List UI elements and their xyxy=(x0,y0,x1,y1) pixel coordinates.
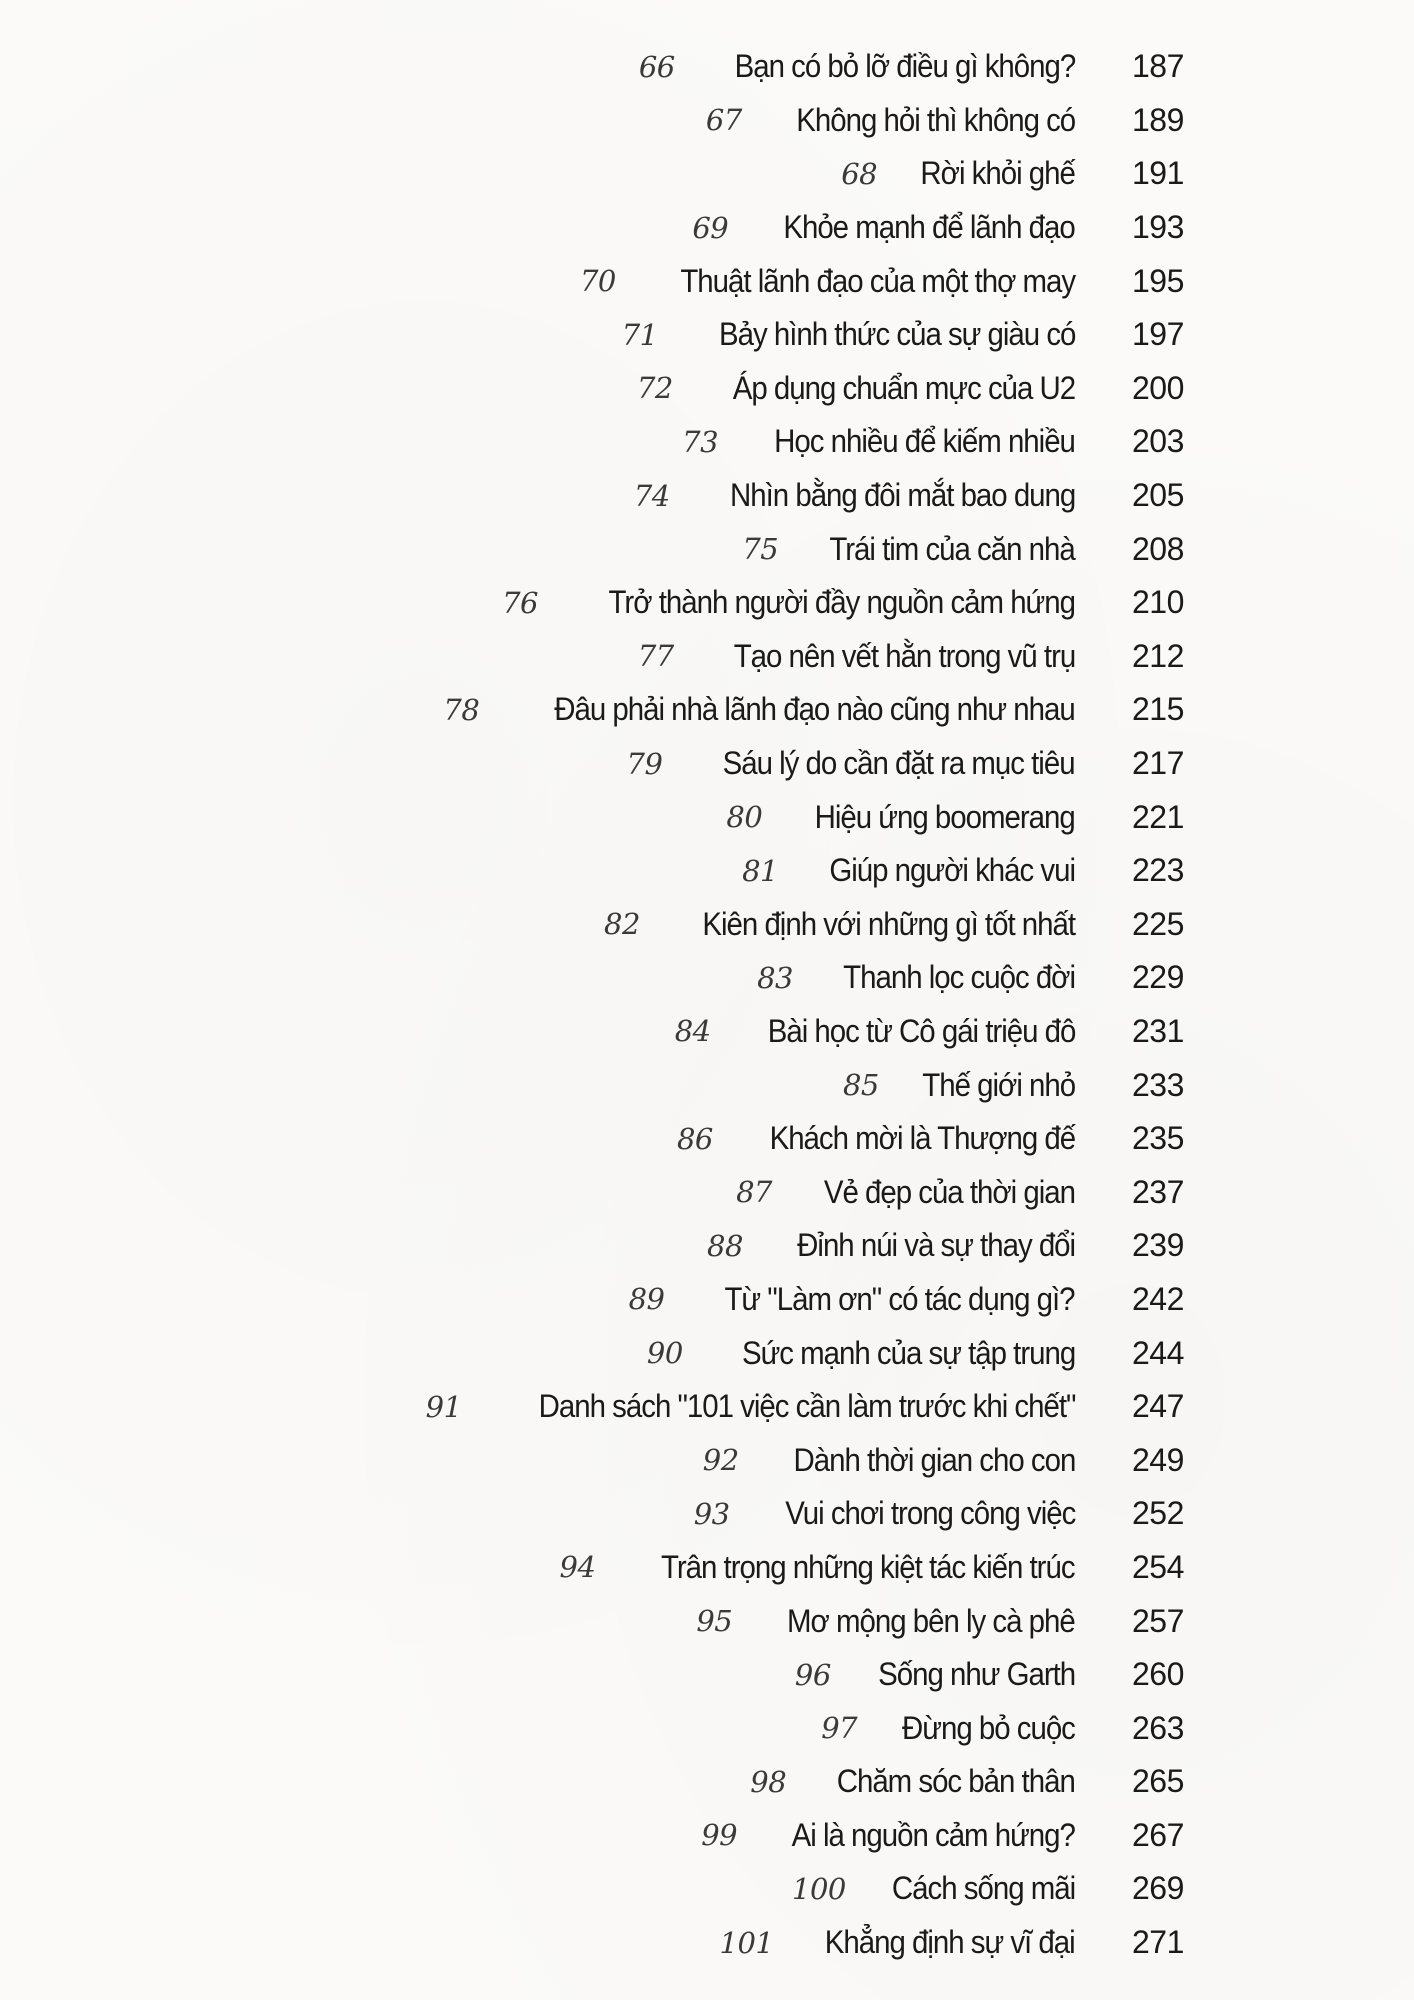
toc-entry xyxy=(0,201,1414,255)
page-number: 265 xyxy=(1132,1763,1184,1800)
chapter-number: 93 xyxy=(693,1496,730,1531)
toc-title-group xyxy=(696,1594,1075,1648)
toc-entry xyxy=(0,1755,1414,1809)
chapter-title: Sống như Garth xyxy=(877,1656,1075,1693)
chapter-title: Đừng bỏ cuộc xyxy=(902,1709,1075,1746)
toc-entry xyxy=(0,147,1414,201)
toc-entry xyxy=(0,1701,1414,1755)
toc-title-group xyxy=(742,522,1075,576)
chapter-number: 97 xyxy=(821,1711,858,1746)
chapter-title: Học nhiều để kiếm nhiều xyxy=(774,423,1075,460)
chapter-title: Đâu phải nhà lãnh đạo nào cũng như nhau xyxy=(554,691,1075,728)
chapter-title: Nhìn bằng đôi mắt bao dung xyxy=(729,477,1075,514)
page-number: 237 xyxy=(1132,1173,1184,1210)
chapter-title: Cách sống mãi xyxy=(891,1870,1075,1907)
chapter-title: Ai là nguồn cảm hứng? xyxy=(791,1816,1075,1853)
toc-title-group xyxy=(792,1862,1075,1916)
page-number: 205 xyxy=(1132,477,1184,514)
chapter-title: Giúp người khác vui xyxy=(829,852,1075,889)
page-number: 195 xyxy=(1132,262,1184,299)
chapter-number: 90 xyxy=(646,1336,683,1371)
toc-entry xyxy=(0,790,1414,844)
page-number: 187 xyxy=(1132,48,1184,85)
chapter-number: 86 xyxy=(676,1121,713,1156)
toc-title-group xyxy=(742,844,1075,898)
chapter-number: 96 xyxy=(794,1657,831,1692)
chapter-number: 75 xyxy=(742,532,779,567)
toc-title-group xyxy=(706,94,1075,148)
toc-entry xyxy=(0,1648,1414,1702)
toc-title-group xyxy=(703,1433,1075,1487)
toc-entry xyxy=(0,1433,1414,1487)
toc-title-group xyxy=(604,898,1075,952)
toc-entry xyxy=(0,1487,1414,1541)
chapter-number: 89 xyxy=(628,1282,665,1317)
page-number: 223 xyxy=(1132,852,1184,889)
page-number: 208 xyxy=(1132,530,1184,567)
chapter-title: Mơ mộng bên ly cà phê xyxy=(787,1602,1075,1639)
chapter-number: 69 xyxy=(692,210,729,245)
chapter-number: 84 xyxy=(674,1014,711,1049)
toc-entry xyxy=(0,522,1414,576)
chapter-number: 81 xyxy=(742,853,779,888)
chapter-number: 91 xyxy=(425,1389,462,1424)
toc-title-group xyxy=(682,415,1075,469)
chapter-title: Vui chơi trong công việc xyxy=(784,1495,1075,1532)
chapter-title: Thế giới nhỏ xyxy=(922,1066,1075,1103)
chapter-number: 85 xyxy=(842,1068,879,1103)
page-number: 247 xyxy=(1132,1388,1184,1425)
chapter-title: Không hỏi thì không có xyxy=(796,101,1075,138)
chapter-title: Thanh lọc cuộc đời xyxy=(843,959,1075,996)
chapter-title: Khỏe mạnh để lãnh đạo xyxy=(783,209,1075,246)
toc-entry xyxy=(0,254,1414,308)
toc-entry xyxy=(0,1112,1414,1166)
toc-entry xyxy=(0,630,1414,684)
page-number: 197 xyxy=(1132,316,1184,353)
chapter-title: Tạo nên vết hằn trong vũ trụ xyxy=(733,637,1075,674)
toc-title-group xyxy=(629,1273,1075,1327)
toc-title-group xyxy=(707,1219,1075,1273)
page-number: 239 xyxy=(1132,1227,1184,1264)
page-number: 244 xyxy=(1132,1334,1184,1371)
page-number: 263 xyxy=(1132,1709,1184,1746)
chapter-title: Hiệu ứng boomerang xyxy=(814,798,1075,835)
chapter-number: 82 xyxy=(604,907,640,942)
toc-entry xyxy=(0,1005,1414,1059)
toc-title-group xyxy=(757,951,1075,1005)
chapter-number: 95 xyxy=(696,1604,733,1639)
page-number: 242 xyxy=(1132,1280,1184,1317)
toc-entry xyxy=(0,737,1414,791)
toc-title-group xyxy=(694,1487,1075,1541)
chapter-number: 73 xyxy=(682,424,719,459)
chapter-number: 68 xyxy=(841,156,878,191)
toc-title-group xyxy=(502,576,1075,630)
toc-entry xyxy=(0,898,1414,952)
chapter-title: Vẻ đẹp của thời gian xyxy=(823,1173,1075,1210)
page-number: 271 xyxy=(1132,1924,1184,1961)
table-of-contents xyxy=(0,40,1414,1969)
chapter-number: 71 xyxy=(621,317,658,352)
chapter-number: 100 xyxy=(792,1871,846,1906)
page-number: 229 xyxy=(1132,959,1184,996)
page-number: 212 xyxy=(1132,637,1184,674)
chapter-title: Sức mạnh của sự tập trung xyxy=(741,1334,1075,1371)
toc-entry xyxy=(0,576,1414,630)
page-number: 252 xyxy=(1132,1495,1184,1532)
chapter-title: Thuật lãnh đạo của một thợ may xyxy=(680,262,1075,299)
page-number: 260 xyxy=(1132,1656,1184,1693)
toc-title-group xyxy=(720,1916,1075,1970)
page-number: 254 xyxy=(1132,1548,1184,1585)
toc-title-group xyxy=(843,1058,1075,1112)
chapter-title: Kiên định với những gì tốt nhất xyxy=(702,905,1075,942)
toc-entry xyxy=(0,1273,1414,1327)
chapter-number: 67 xyxy=(705,103,742,138)
toc-title-group xyxy=(841,147,1075,201)
chapter-number: 78 xyxy=(443,692,480,727)
chapter-number: 88 xyxy=(707,1228,743,1263)
toc-entry xyxy=(0,469,1414,523)
toc-entry xyxy=(0,951,1414,1005)
page-number: 233 xyxy=(1132,1066,1184,1103)
chapter-number: 92 xyxy=(702,1443,739,1478)
chapter-number: 77 xyxy=(637,639,674,674)
toc-title-group xyxy=(580,254,1075,308)
toc-title-group xyxy=(677,1112,1075,1166)
toc-title-group xyxy=(701,1809,1075,1863)
toc-entry xyxy=(0,415,1414,469)
page-number: 269 xyxy=(1132,1870,1184,1907)
chapter-number: 87 xyxy=(736,1175,773,1210)
page-number: 221 xyxy=(1132,798,1184,835)
chapter-title: Trở thành người đầy nguồn cảm hứng xyxy=(608,584,1075,621)
page-number: 257 xyxy=(1132,1602,1184,1639)
toc-title-group xyxy=(426,1380,1075,1434)
page-number: 249 xyxy=(1132,1441,1184,1478)
toc-title-group xyxy=(692,201,1075,255)
toc-title-group xyxy=(639,40,1075,94)
page-number: 200 xyxy=(1132,369,1184,406)
chapter-number: 79 xyxy=(626,746,663,781)
chapter-title: Chăm sóc bản thân xyxy=(836,1763,1075,1800)
toc-entry xyxy=(0,1326,1414,1380)
toc-title-group xyxy=(560,1541,1075,1595)
page-number: 189 xyxy=(1132,101,1184,138)
chapter-number: 76 xyxy=(502,585,539,620)
toc-entry xyxy=(0,1380,1414,1434)
toc-entry xyxy=(0,362,1414,416)
chapter-number: 101 xyxy=(719,1925,774,1960)
toc-entry xyxy=(0,683,1414,737)
chapter-number: 70 xyxy=(579,264,616,299)
chapter-title: Bài học từ Cô gái triệu đô xyxy=(767,1012,1075,1049)
chapter-title: Sáu lý do cần đặt ra mục tiêu xyxy=(723,745,1075,782)
chapter-title: Đỉnh núi và sự thay đổi xyxy=(797,1227,1075,1264)
chapter-number: 99 xyxy=(701,1818,738,1853)
toc-title-group xyxy=(821,1701,1075,1755)
toc-entry xyxy=(0,1541,1414,1595)
toc-title-group xyxy=(647,1326,1075,1380)
page-number: 225 xyxy=(1132,905,1184,942)
toc-entry xyxy=(0,844,1414,898)
chapter-title: Trân trọng những kiệt tác kiến trúc xyxy=(661,1548,1075,1585)
chapter-title: Danh sách "101 việc cần làm trước khi chết" xyxy=(538,1388,1075,1425)
toc-entry xyxy=(0,308,1414,362)
chapter-title: Bạn có bỏ lỡ điều gì không? xyxy=(734,48,1075,85)
page-number: 210 xyxy=(1132,584,1184,621)
toc-title-group xyxy=(637,362,1075,416)
toc-entry xyxy=(0,1165,1414,1219)
chapter-title: Khách mời là Thượng đế xyxy=(769,1120,1075,1157)
toc-title-group xyxy=(443,683,1075,737)
page-number: 267 xyxy=(1132,1816,1184,1853)
page-number: 235 xyxy=(1132,1120,1184,1157)
chapter-title: Áp dụng chuẩn mực của U2 xyxy=(732,369,1075,406)
chapter-number: 72 xyxy=(636,371,673,406)
toc-title-group xyxy=(736,1165,1075,1219)
toc-title-group xyxy=(750,1755,1075,1809)
toc-entry xyxy=(0,1058,1414,1112)
toc-entry xyxy=(0,1916,1414,1970)
toc-title-group xyxy=(627,737,1075,791)
toc-entry xyxy=(0,1219,1414,1273)
chapter-number: 80 xyxy=(726,800,763,835)
chapter-title: Từ "Làm ơn" có tác dụng gì? xyxy=(724,1280,1075,1317)
page-number: 191 xyxy=(1132,155,1184,192)
page-number: 231 xyxy=(1132,1012,1184,1049)
chapter-title: Khẳng định sự vĩ đại xyxy=(825,1924,1075,1961)
chapter-title: Dành thời gian cho con xyxy=(793,1441,1075,1478)
page-number: 215 xyxy=(1132,691,1184,728)
chapter-number: 83 xyxy=(757,960,793,995)
toc-title-group xyxy=(622,308,1075,362)
toc-title-group xyxy=(675,1005,1075,1059)
toc-title-group xyxy=(726,790,1075,844)
page-number: 203 xyxy=(1132,423,1184,460)
page-number: 217 xyxy=(1132,745,1184,782)
chapter-number: 94 xyxy=(559,1550,596,1585)
toc-title-group xyxy=(634,469,1075,523)
toc-entry xyxy=(0,1862,1414,1916)
page-number: 193 xyxy=(1132,209,1184,246)
toc-entry xyxy=(0,40,1414,94)
chapter-number: 66 xyxy=(638,49,675,84)
chapter-number: 98 xyxy=(750,1764,787,1799)
toc-entry xyxy=(0,94,1414,148)
toc-entry xyxy=(0,1809,1414,1863)
chapter-title: Trái tim của căn nhà xyxy=(829,530,1075,567)
chapter-title: Bảy hình thức của sự giàu có xyxy=(718,316,1075,353)
toc-title-group xyxy=(795,1648,1075,1702)
chapter-number: 74 xyxy=(633,478,670,513)
toc-title-group xyxy=(638,630,1075,684)
toc-entry xyxy=(0,1594,1414,1648)
chapter-title: Rời khỏi ghế xyxy=(920,155,1075,192)
